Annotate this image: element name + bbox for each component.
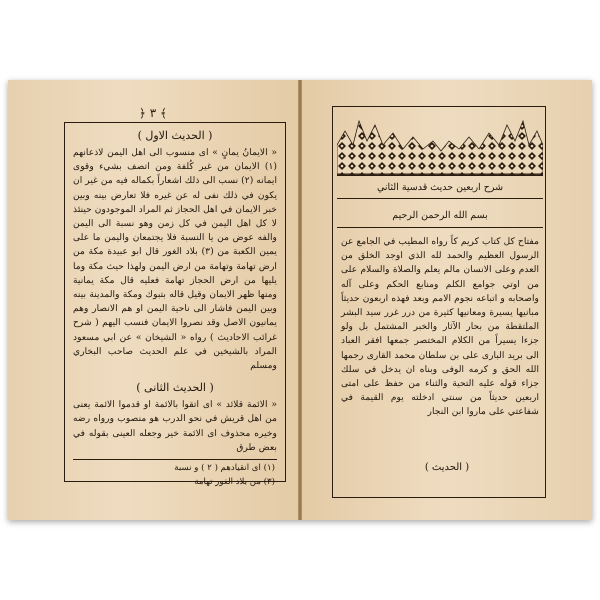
basmala [337, 207, 543, 225]
page-number: ﴿ ٣ ﴾ [138, 106, 168, 120]
hadith-heading-2: ( الحديث الثانى ) [136, 381, 214, 395]
right-page [302, 80, 592, 520]
left-page [8, 80, 298, 520]
ornamental-header [337, 111, 543, 175]
intro-paragraph: مفتاح كل كتاب كريم كاً رواه المطيب في الجامع عن الرسول العظيم والحمد لله الذي اوجد الخلق من العدم وعلى الانسان مالم يعلم والصلاة والسلام على من اوتي جوامع الكلم ومنابع الحكم وعلى آله واصحابه و اتباعه نجوم الامم وبعد فهذه اربعون حديثاً مبانيها يسيرة ومعانيها كثيرة من درر غرر سيد البشر الملتقطة من بحار الآثار والخبر المشتمل بل ولو جزءا يسيراً من الكلام المختصر جمعها افقر العباد الى بريد البارى على بن سلطان محمد القارى رجمها الله الحق و كرمه الوفى وبناه ان يدخل في سلك جزاء قوله عليه التحية والثناء من حفظ على امتى اربعين حديثاً من سنتي ادخلته يوم القيمة في شفاعتي على ماروا ابن النجار [341, 236, 539, 418]
hadith-heading-1: ( الحديث الاول ) [137, 129, 213, 142]
hadith-paragraph-2: « الائمة قلائد » اى اتقوا بالائمة او قدموا الائمة يعنى من اهل قريش في نحو الدرب هو منصوب ورواه رضه وخيره محذوف اى الائمة خير وجعله العينى بقوله في بعض طرق [73, 399, 277, 453]
footnote-2: (٣) من بلاد الغور تهامة [194, 477, 275, 488]
text-frame [64, 122, 286, 488]
hadith-paragraph-1: « الايمانُ يمانٍ » اى منسوب الى اهل اليمن لاذعانهم (١) الايمان من غير كُلفة ومن اتصف بشيء وقوى ايمانه (٢) نسب الى ذلك اشعاراً بكماله فيه من غير ان يكون في ذلك نفى له عن غيره فلا تعارض بينه وبين خبر الايمان في اهل الحجاز ثم المراد الموجودون حينئذ لا كل اهل اليمن في كل زمن وهو نسبة الى اليمن والفه عوض من يا النسبة فلا يجتمعان واليمن ما على يمين الكعبة من (٣) بلاد الغور قال ابو عبيدة مكة من ارض تهامة وتهامة من ارض اليمن ولهذا حيث مكة وما يليها من ارض الحجاز تهامة فعليه قال مكة يمانية ومنها ظهر الايمان وقيل قاله بتبوك ومكة والمدينة بينه وبين اليمن فاشار الى ناحية اليمن او هم الانصار وهم يمانيون الاصل وقد نصروا الايمان فنسب اليهم ( شرح غرائب الاحاديث ) رواه « الشيخان » عن ابي مسعود المراد بالشيخين في علم الحديث صاحب البخاري ومسلم [73, 147, 277, 372]
intro-text-block [333, 231, 547, 420]
footnote-1: (١) اى انقيادهم ( ٢ ) و نسبة [174, 463, 275, 474]
divider-line [337, 227, 543, 228]
text-frame [332, 106, 546, 498]
hadith-footer-label: ( الحديث ) [424, 462, 470, 473]
book-spread [8, 80, 592, 520]
book-title [337, 175, 543, 199]
basmala-text: بسم الله الرحمن الرحيم [392, 210, 488, 221]
book-title-text: شرح اربعين حديث قدسية الثاني [376, 181, 504, 193]
